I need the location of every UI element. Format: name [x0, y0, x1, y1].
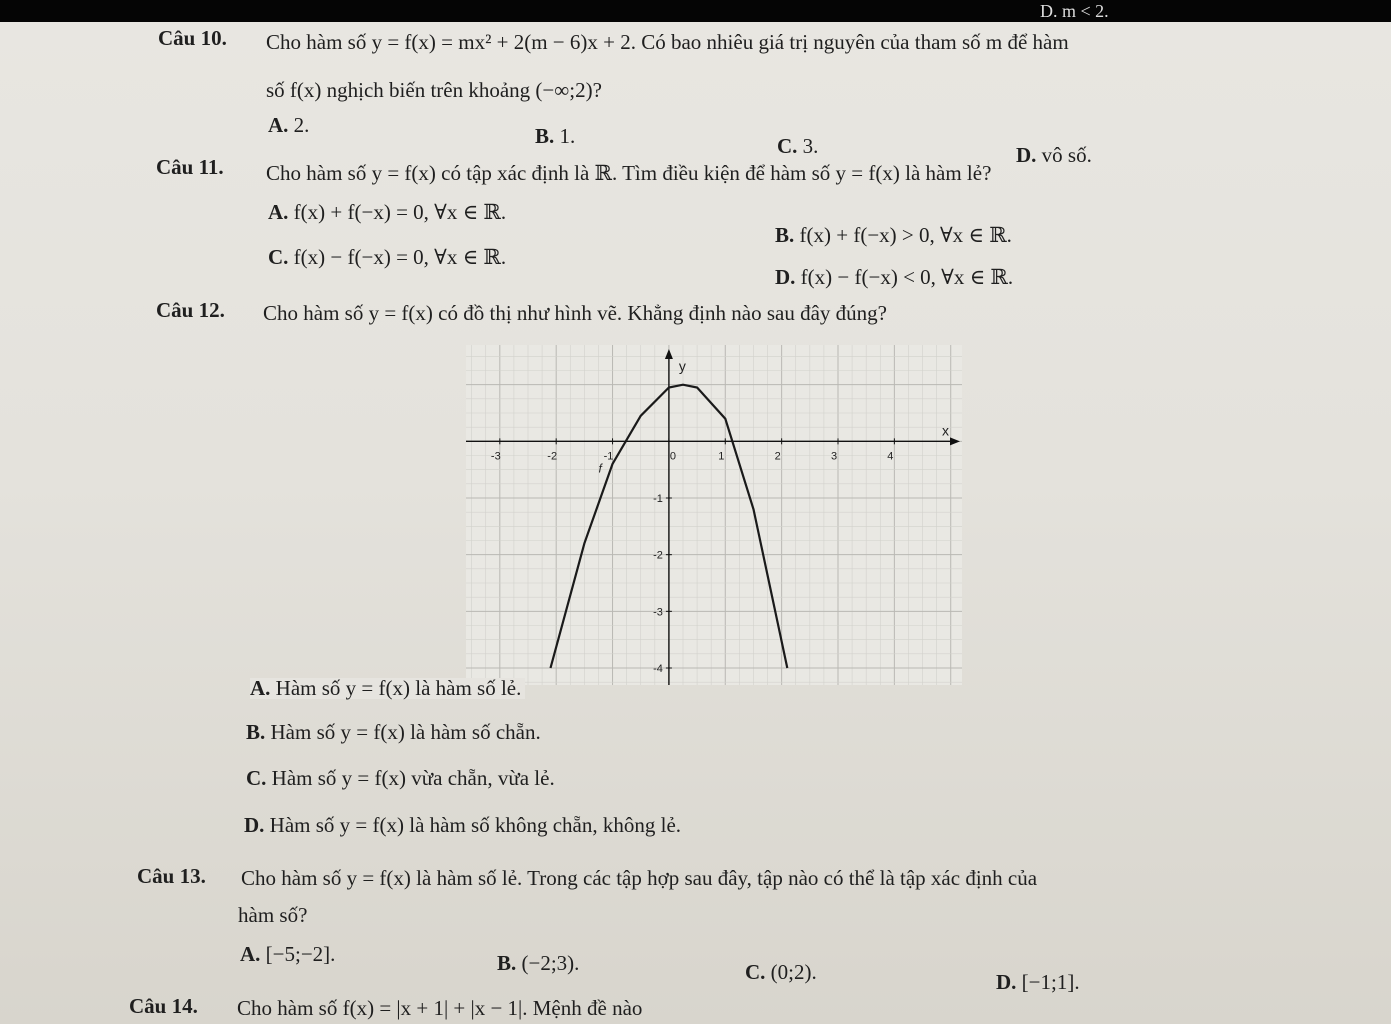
y-tick-label: -4	[653, 663, 663, 675]
q12-option-b[interactable]: B. Hàm số y = f(x) là hàm số chẵn.	[246, 720, 541, 744]
x-tick-label: 4	[887, 450, 894, 463]
x-tick-label: 1	[718, 450, 725, 463]
x-tick-label: -2	[547, 450, 558, 463]
y-tick-label: -1	[653, 493, 663, 505]
q10-stem-line2: số f(x) nghịch biến trên khoảng (−∞;2)?	[266, 78, 602, 102]
y-tick-label: -2	[653, 549, 663, 562]
q13-stem-line1: Cho hàm số y = f(x) là hàm số lẻ. Trong các tập hợp sau đây, tập nào có thể là tập xác định của	[241, 866, 1038, 890]
q12-option-c[interactable]: C. Hàm số y = f(x) vừa chẵn, vừa lẻ.	[246, 766, 555, 790]
q13-label: Câu 13.	[137, 864, 206, 888]
q12-option-a[interactable]: A. Hàm số y = f(x) là hàm số lẻ.	[250, 678, 525, 699]
q10-option-a[interactable]: A. 2.	[268, 113, 310, 137]
x-tick-label: 0	[669, 450, 676, 463]
q10-label: Câu 10.	[158, 26, 227, 50]
q13-option-a[interactable]: A. [−5;−2].	[240, 942, 336, 966]
q11-stem: Cho hàm số y = f(x) có tập xác định là ℝ. Tìm điều kiện để hàm số y = f(x) là hàm lẻ?	[266, 161, 992, 185]
q14-stem: Cho hàm số f(x) = |x + 1| + |x − 1|. Mệnh đề nào	[237, 996, 643, 1020]
curve-label: f	[598, 461, 602, 476]
x-tick-label: 2	[774, 450, 781, 463]
q11-option-b[interactable]: B. f(x) + f(−x) > 0, ∀x ∈ ℝ.	[775, 223, 1012, 247]
q12-option-d[interactable]: D. Hàm số y = f(x) là hàm số không chẵn, không lẻ.	[244, 813, 682, 837]
q12-label: Câu 12.	[156, 298, 225, 322]
x-tick-label: -3	[490, 450, 501, 463]
q10-option-d[interactable]: D. vô số.	[1016, 143, 1092, 167]
top-black-bar	[0, 0, 1391, 22]
q10-stem-line1: Cho hàm số y = f(x) = mx² + 2(m − 6)x + 2. Có bao nhiêu giá trị nguyên của tham số m để hàm	[266, 30, 1069, 54]
graph-background	[466, 345, 962, 685]
top-cut-fragment: D. m < 2.	[1040, 1, 1109, 21]
q13-option-b[interactable]: B. (−2;3).	[497, 951, 580, 975]
q11-option-c[interactable]: C. f(x) − f(−x) = 0, ∀x ∈ ℝ.	[268, 245, 507, 269]
x-tick-label: -1	[603, 450, 614, 463]
q12-stem: Cho hàm số y = f(x) có đồ thị như hình vẽ. Khẳng định nào sau đây đúng?	[263, 301, 887, 325]
x-tick-label: 3	[830, 450, 838, 463]
q13-option-c[interactable]: C. (0;2).	[745, 960, 817, 984]
q11-label: Câu 11.	[156, 155, 224, 179]
y-axis-label: y	[678, 358, 686, 374]
q13-option-d[interactable]: D. [−1;1].	[996, 970, 1080, 994]
q11-option-d[interactable]: D. f(x) − f(−x) < 0, ∀x ∈ ℝ.	[775, 265, 1014, 289]
x-axis-label: x	[942, 422, 949, 439]
q14-label: Câu 14.	[129, 994, 198, 1018]
q11-option-a[interactable]: A. f(x) + f(−x) = 0, ∀x ∈ ℝ.	[268, 200, 507, 224]
q10-option-c[interactable]: C. 3.	[777, 134, 819, 158]
q10-option-b[interactable]: B. 1.	[535, 124, 576, 148]
q13-stem-line2: hàm số?	[238, 903, 308, 927]
y-tick-label: -3	[653, 606, 663, 619]
parabola-graph	[466, 345, 962, 685]
